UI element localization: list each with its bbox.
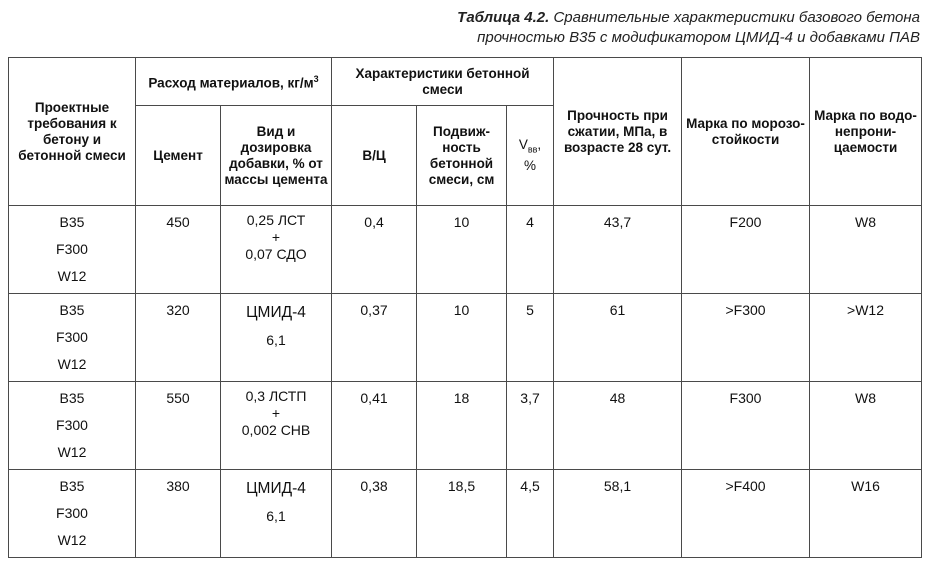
additive-cell (221, 470, 332, 558)
strength-cell: 61 (554, 294, 682, 382)
additive-plus: + (271, 229, 281, 245)
water-cell: >W12 (810, 294, 922, 382)
frost-cell: >F400 (682, 470, 810, 558)
additive-dose: 6,1 (266, 332, 286, 348)
mobility-cell: 18 (417, 382, 507, 470)
table-row (9, 470, 922, 558)
mobility-cell: 10 (417, 294, 507, 382)
req-frost: F300 (56, 241, 88, 257)
cement-cell: 550 (136, 382, 221, 470)
additive-cell (221, 382, 332, 470)
cement-cell: 450 (136, 206, 221, 294)
header-cement: Цемент (136, 106, 221, 206)
req-frost: F300 (56, 329, 88, 345)
requirements-cell (9, 294, 136, 382)
req-strength: B35 (59, 390, 85, 406)
additive-name: ЦМИД-4 (246, 480, 306, 497)
caption-label: Таблица 4.2. (457, 9, 550, 26)
additive-line: 0,25 ЛСТ (246, 212, 306, 228)
frost-cell: >F300 (682, 294, 810, 382)
header-frost: Марка по морозо-стойкости (682, 58, 810, 206)
header-consumption (136, 58, 332, 106)
header-mix-characteristics: Характеристики бетонной смеси (332, 58, 554, 106)
header-requirements: Проектные требования к бетону и бетонной смеси (9, 58, 136, 206)
additive-plus: + (271, 405, 281, 421)
additive-name: ЦМИД-4 (246, 304, 306, 321)
header-additive: Вид и дозировка добавки, % от массы цемента (221, 106, 332, 206)
additive-line: 0,3 ЛСТП (245, 388, 307, 404)
req-strength: B35 (59, 214, 85, 230)
frost-cell: F200 (682, 206, 810, 294)
additive-line: 0,07 СДО (245, 246, 307, 262)
requirements-cell (9, 470, 136, 558)
header-v-sub: вв (527, 144, 538, 155)
header-v-main: V (518, 137, 528, 153)
req-water: W12 (57, 268, 87, 284)
caption-line-1 (457, 8, 920, 28)
req-water: W12 (57, 356, 87, 372)
additive-dose: 6,1 (266, 508, 286, 524)
req-water: W12 (57, 444, 87, 460)
header-strength: Прочность при сжатии, МПа, в возрасте 28 сут. (554, 58, 682, 206)
strength-cell: 48 (554, 382, 682, 470)
header-consumption-sup: 3 (313, 74, 319, 85)
req-frost: F300 (56, 505, 88, 521)
wc-cell: 0,41 (332, 382, 417, 470)
caption-text-1: Сравнительные характеристики базового бетона (553, 9, 920, 26)
caption-text-2: прочностью B35 с модификатором ЦМИД-4 и добавками ПАВ (477, 29, 920, 46)
additive-cell (221, 206, 332, 294)
header-wc: В/Ц (332, 106, 417, 206)
header-water: Марка по водо-непрони-цаемости (810, 58, 922, 206)
mobility-cell: 18,5 (417, 470, 507, 558)
req-water: W12 (57, 532, 87, 548)
mobility-cell: 10 (417, 206, 507, 294)
cement-cell: 380 (136, 470, 221, 558)
wc-cell: 0,38 (332, 470, 417, 558)
wc-cell: 0,4 (332, 206, 417, 294)
header-v-unit: , % (524, 137, 542, 173)
additive-line: 0,002 СНВ (241, 422, 311, 438)
header-consumption-text: Расход материалов, кг/м (148, 75, 314, 91)
wc-cell: 0,37 (332, 294, 417, 382)
header-v (507, 106, 554, 206)
frost-cell: F300 (682, 382, 810, 470)
req-strength: B35 (59, 302, 85, 318)
strength-cell: 58,1 (554, 470, 682, 558)
header-mobility: Подвиж-ность бетонной смеси, см (417, 106, 507, 206)
water-cell: W8 (810, 382, 922, 470)
table-row (9, 206, 922, 294)
water-cell: W8 (810, 206, 922, 294)
v-cell: 4,5 (507, 470, 554, 558)
water-cell: W16 (810, 470, 922, 558)
v-cell: 3,7 (507, 382, 554, 470)
cement-cell: 320 (136, 294, 221, 382)
table-row (9, 294, 922, 382)
requirements-cell (9, 382, 136, 470)
additive-cell (221, 294, 332, 382)
v-cell: 5 (507, 294, 554, 382)
req-strength: B35 (59, 478, 85, 494)
v-cell: 4 (507, 206, 554, 294)
concrete-comparison-table (8, 57, 922, 558)
table-row (9, 382, 922, 470)
strength-cell: 43,7 (554, 206, 682, 294)
table-caption (457, 8, 920, 48)
req-frost: F300 (56, 417, 88, 433)
requirements-cell (9, 206, 136, 294)
